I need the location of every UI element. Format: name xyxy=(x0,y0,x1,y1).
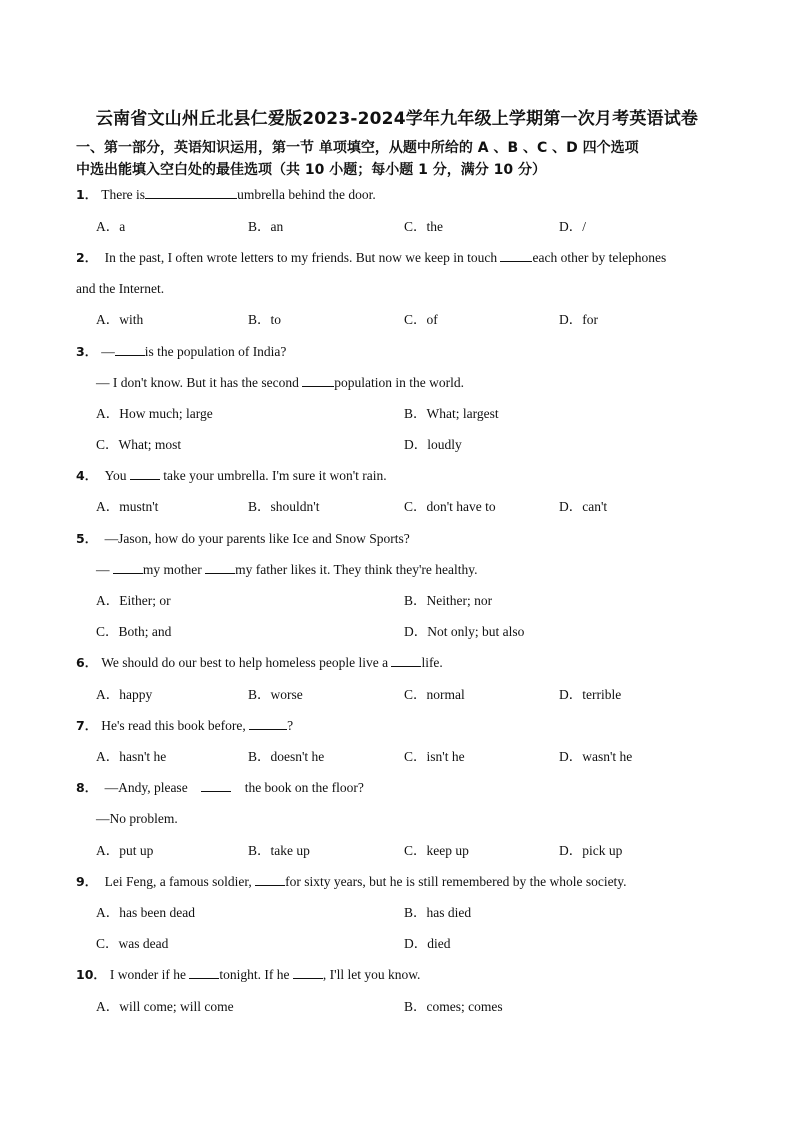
exam-title: 云南省文山州丘北县仁爱版2023-2024学年九年级上学期第一次月考英语试卷 xyxy=(95,109,699,129)
option-c: C．What; most xyxy=(96,437,182,452)
option-a: A．with xyxy=(96,312,144,327)
question-2-cont: and the Internet. xyxy=(76,281,165,296)
question-text: —Andy, please xyxy=(104,780,188,795)
option-a: A．happy xyxy=(96,687,153,702)
question-text: life. xyxy=(421,655,443,670)
question-7 xyxy=(76,717,293,735)
option-a: A．hasn't he xyxy=(96,749,167,764)
question-3-reply xyxy=(96,374,464,392)
answer-blank xyxy=(189,966,219,979)
question-9 xyxy=(76,873,627,891)
section-heading-line-2: 中选出能填入空白处的最佳选项（共 10 小题；每小题 1 分，满分 10 分） xyxy=(76,162,546,178)
answer-blank xyxy=(302,374,334,387)
answer-blank xyxy=(115,343,145,356)
question-text: There is xyxy=(101,187,146,202)
question-text: my mother xyxy=(142,562,202,577)
option-c: C．keep up xyxy=(404,843,469,858)
question-1 xyxy=(76,186,376,204)
option-c: C．was dead xyxy=(96,936,169,951)
option-d: D．loudly xyxy=(404,437,462,452)
question-3 xyxy=(76,343,286,361)
question-text: He's read this book before, xyxy=(101,718,246,733)
option-b: B．Neither; nor xyxy=(404,593,493,608)
question-2 xyxy=(76,249,666,267)
answer-blank xyxy=(130,467,160,480)
answer-blank xyxy=(255,873,285,886)
question-number: 5． xyxy=(76,531,98,546)
question-text: tonight. If he xyxy=(219,967,290,982)
section-heading xyxy=(76,137,726,181)
question-number: 10． xyxy=(76,967,106,982)
question-text: —Jason, how do your parents like Ice and Snow Sports? xyxy=(104,531,410,546)
option-b: B．has died xyxy=(404,905,472,920)
answer-blank xyxy=(201,779,231,792)
option-c: C．Both; and xyxy=(96,624,172,639)
question-text: — I don't know. But it has the second xyxy=(96,375,299,390)
section-heading-line-1: 一、第一部分，英语知识运用，第一节 单项填空，从题中所给的 A 、B 、C 、D 四个选项 xyxy=(76,140,639,156)
answer-blank xyxy=(205,561,235,574)
option-c: C．normal xyxy=(404,687,465,702)
answer-blank xyxy=(391,654,421,667)
answer-blank xyxy=(293,966,323,979)
question-text: each other by telephones xyxy=(532,250,667,265)
question-text: We should do our best to help homeless people live a xyxy=(101,655,389,670)
option-b: B．What; largest xyxy=(404,406,499,421)
option-d: D．terrible xyxy=(559,687,622,702)
option-d: D．Not only; but also xyxy=(404,624,525,639)
question-text: the book on the floor? xyxy=(244,780,364,795)
question-5-reply xyxy=(96,561,478,579)
question-number: 3． xyxy=(76,344,98,359)
question-text: I wonder if he xyxy=(109,967,187,982)
question-text: — xyxy=(96,562,110,577)
option-d: D．can't xyxy=(559,499,608,514)
question-text: umbrella behind the door. xyxy=(237,187,376,202)
question-number: 7． xyxy=(76,718,98,733)
question-4 xyxy=(76,467,387,485)
option-c: C．of xyxy=(404,312,438,327)
option-a: A．has been dead xyxy=(96,905,195,920)
question-5 xyxy=(76,530,410,548)
question-8-reply: —No problem. xyxy=(96,811,178,826)
option-a: A．mustn't xyxy=(96,499,159,514)
answer-blank xyxy=(500,249,532,262)
question-8 xyxy=(76,779,364,797)
question-text: Lei Feng, a famous soldier, xyxy=(104,874,252,889)
question-text: take your umbrella. I'm sure it won't rain. xyxy=(163,468,387,483)
answer-blank xyxy=(145,186,237,199)
question-number: 1． xyxy=(76,187,98,202)
option-d: D．pick up xyxy=(559,843,623,858)
question-6 xyxy=(76,654,443,672)
question-text: In the past, I often wrote letters to my friends. But now we keep in touch xyxy=(104,250,498,265)
question-text: ? xyxy=(287,718,294,733)
question-number: 8． xyxy=(76,780,98,795)
option-c: C．the xyxy=(404,219,443,234)
question-text: my father likes it. They think they're healthy. xyxy=(235,562,478,577)
option-b: B．an xyxy=(248,219,284,234)
option-b: B．to xyxy=(248,312,282,327)
option-d: D．wasn't he xyxy=(559,749,633,764)
option-d: D．died xyxy=(404,936,451,951)
answer-blank xyxy=(249,717,287,730)
question-text: is the population of India? xyxy=(144,344,287,359)
option-a: A．will come; will come xyxy=(96,999,234,1014)
question-number: 2． xyxy=(76,250,98,265)
question-text: for sixty years, but he is still remembered by the whole society. xyxy=(285,874,627,889)
question-text: , I'll let you know. xyxy=(322,967,421,982)
question-text: population in the world. xyxy=(334,375,465,390)
option-a: A．Either; or xyxy=(96,593,171,608)
question-number: 6． xyxy=(76,655,98,670)
option-b: B．take up xyxy=(248,843,310,858)
option-d: D．for xyxy=(559,312,598,327)
option-b: B．worse xyxy=(248,687,303,702)
option-b: B．comes; comes xyxy=(404,999,503,1014)
option-a: A．How much; large xyxy=(96,406,213,421)
answer-blank xyxy=(113,561,143,574)
option-c: C．don't have to xyxy=(404,499,496,514)
option-a: A．a xyxy=(96,219,126,234)
option-d: D．/ xyxy=(559,219,586,234)
option-b: B．shouldn't xyxy=(248,499,320,514)
option-a: A．put up xyxy=(96,843,154,858)
question-number: 9． xyxy=(76,874,98,889)
option-c: C．isn't he xyxy=(404,749,465,764)
option-b: B．doesn't he xyxy=(248,749,325,764)
question-text: — xyxy=(101,344,115,359)
question-text: You xyxy=(104,468,127,483)
question-10 xyxy=(76,966,420,984)
question-number: 4． xyxy=(76,468,98,483)
